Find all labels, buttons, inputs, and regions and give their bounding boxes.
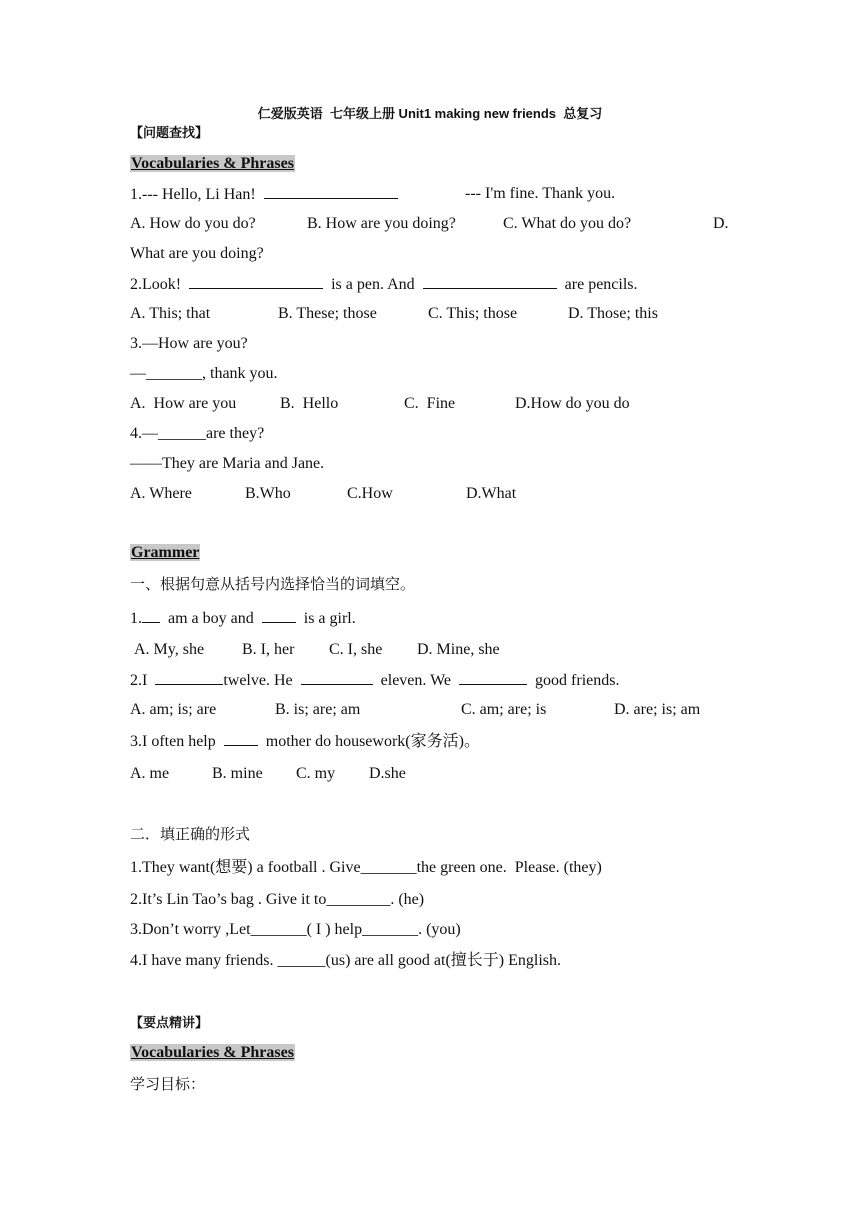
q1-option-a: A. How do you do? [130,215,256,232]
fill-item-1: 1.They want(想要) a football . Give_______the green one. Please. (they) [130,859,602,876]
q1-stem [130,184,398,205]
g3-stem-b: mother do housework(家务活)。 [265,733,480,750]
vocab-heading [130,154,295,174]
g1-stem-a: 1. [130,610,142,627]
answer-blank[interactable] [189,274,323,289]
g2-option-b: B. is; are; am [275,701,361,718]
q3-reply: —_______, thank you. [130,365,278,382]
q3-option-d: D.How do you do [515,395,630,412]
q1-option-d-continued: What are you doing? [130,245,264,262]
page-title: 仁爱版英语 七年级上册 Unit1 making new friends 总复习 [257,106,603,121]
q2-option-b: B. These; those [278,305,377,322]
g2-stem-b: twelve. He [223,672,293,689]
q1-stem-a: 1.--- Hello, Li Han! [130,186,256,203]
vocab-heading-2-text: Vocabularies & Phrases [131,1044,294,1061]
answer-blank[interactable] [301,670,373,685]
answer-blank[interactable] [262,608,296,623]
q4-reply: ——They are Maria and Jane. [130,455,325,472]
q1-option-b: B. How are you doing? [307,215,456,232]
q2-stem-b: is a pen. And [331,276,415,293]
answer-blank[interactable] [459,670,527,685]
g3-option-c: C. my [296,765,336,782]
answer-blank[interactable] [142,608,160,623]
g2-stem-c: eleven. We [380,672,452,689]
fill-item-3: 3.Don’t worry ,Let_______( I ) help_______. (you) [130,921,461,938]
g2-stem-d: good friends. [535,672,620,689]
g1-option-c: C. I, she [329,641,383,658]
g1-stem-b: am a boy and [168,610,254,627]
fill-item-2: 2.It’s Lin Tao’s bag . Give it to________. (he) [130,891,425,908]
g1-option-b: B. I, her [242,641,295,658]
q2-option-d: D. Those; this [568,305,658,322]
g1-stem-c: is a girl. [303,610,356,627]
q3-option-c: C. Fine [404,395,456,412]
q3-option-b: B. Hello [280,395,339,412]
q2-stem [130,274,638,295]
q4-option-b: B.Who [245,485,291,502]
g1-option-a: A. My, she [134,641,205,658]
g3-option-a: A. me [130,765,170,782]
answer-blank[interactable] [423,274,557,289]
grammar-heading [130,543,200,563]
vocab-heading-text: Vocabularies & Phrases [131,155,294,172]
q4-option-c: C.How [347,485,393,502]
learning-goal: 学习目标： [130,1075,206,1093]
answer-blank[interactable] [264,184,398,199]
g2-stem-a: 2.I [130,672,148,689]
q1-option-d: D. [713,215,729,232]
g3-stem-a: 3.I often help [130,733,216,750]
key-points-section-label: 【要点精讲】 [130,1016,209,1031]
q3-option-a: A. How are you [130,395,237,412]
q2-option-c: C. This; those [428,305,518,322]
q2-stem-a: 2.Look! [130,276,182,293]
q2-option-a: A. This; that [130,305,211,322]
grammar-part2-instruction: 二．填正确的形式 [130,825,251,843]
fill-item-4: 4.I have many friends. ______(us) are all good at(擅长于) English. [130,952,562,969]
g2-option-d: D. are; is; am [614,701,701,718]
problem-section-label: 【问题查找】 [130,126,209,141]
g2-option-a: A. am; is; are [130,701,217,718]
g1-stem [130,608,356,629]
q4-stem: 4.—______are they? [130,425,265,442]
g3-option-b: B. mine [212,765,263,782]
q1-stem-b: --- I'm fine. Thank you. [465,185,616,202]
vocab-heading-2 [130,1043,295,1063]
grammar-heading-text: Grammer [131,544,200,561]
answer-blank[interactable] [224,731,258,746]
q2-stem-c: are pencils. [564,276,638,293]
g2-stem [130,670,619,691]
g3-option-d: D.she [369,765,406,782]
grammar-part1-instruction: 一、根据句意从括号内选择恰当的词填空。 [130,575,416,593]
g3-stem [130,731,480,752]
g2-option-c: C. am; are; is [461,701,547,718]
q4-option-d: D.What [466,485,517,502]
q4-option-a: A. Where [130,485,192,502]
g1-option-d: D. Mine, she [417,641,500,658]
answer-blank[interactable] [155,670,223,685]
q1-option-c: C. What do you do? [503,215,632,232]
q3-stem: 3.—How are you? [130,335,248,352]
